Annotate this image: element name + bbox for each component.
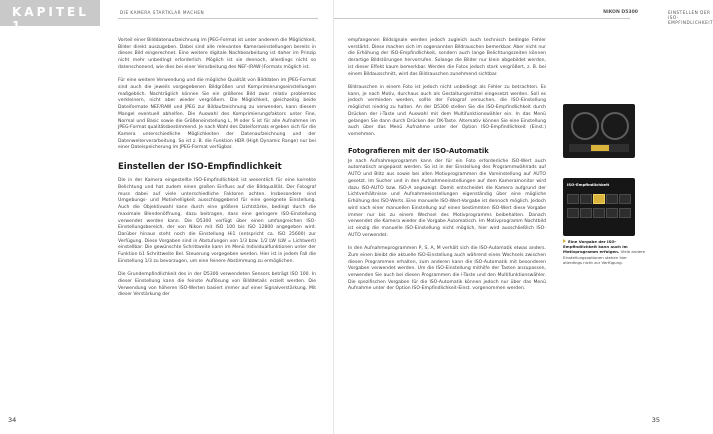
menu-bar-graphic: [569, 144, 629, 152]
right-text-column: [348, 38, 546, 300]
caption-marker-icon: [563, 239, 566, 243]
menu-tile: [619, 208, 631, 218]
section-heading-iso-auto: Fotografieren mit der ISO-Automatik: [348, 146, 489, 155]
right-paragraph-3: Je nach Aufnahmeprogramm kann der für ein Foto erforderliche ISO-Wert auch automatisch angepasst werden. So ist in der Einstellung des Programmwählrads auf AUTO und Blitz aus sowie bei allen Motivprogrammen die Voreinstellung auf AUTO gesetzt. Im Sucher und in den Aufnahmeeinstellungen auf dem Kameramonitor wird dazu ISO-AUTO bzw. ISO-A angezeigt. Damit entscheidet die Kamera aufgrund der Lichtverhältnisse und Aufnahmeeinstellungen eigenständig über eine mögliche Erhöhung des ISO-Werts. Eine manuelle ISO-Wert-Vorgabe ist dennoch möglich. Jedoch wird nach einer manuellen Einstellung auf einen bestimmten ISO-Wert diese Vorgabe immer nur bis zu einem Wechsel des Motivprogramms beibehalten. Danach verwendet die Kamera wieder die Vorgabe Automatisch. Im Motivprogramm Nachtbild ist einzig die manuelle ISO-Einstellung nicht möglich, hier wird ausschließlich ISO-AUTO verwendet.: [348, 158, 546, 238]
right-running-title: EINSTELLEN DER ISO-EMPFINDLICHKEIT: [668, 10, 713, 25]
dial-graphic: [601, 112, 629, 140]
left-paragraph-3: Die in der Kamera eingestellte ISO-Empfindlichkeit ist wesentlich für eine korrekte Belichtung und hat zudem einen großen Einfluss auf die Bildqualität. Der Fotograf muss dabei auf viele unterschiedliche Faktoren achten. Insbesondere sind Umgebungs- und Motivhelligkeit ausschlaggebend für eine geeignete Einstellung. Auch die Objektivwahl kann durch eine größere Lichtstärke, bedingt durch die maximale Blendenöffnung, dazu beitragen, dass eine geringere ISO-Einstellung verwendet werden kann. Die D5300 verfügt über einen umfangreichen ISO-Einstellungsbereich, der von Nikon mit ISO 100 bis ISO 12800 angegeben wird. Darüber hinaus steht noch die Einstellung Hi1 (entspricht ca. ISO 25600) zur Verfügung. Diese Vorgaben sind in Abstufungen von 1/3 bzw. 1/2 LW (LW = Lichtwert) einstellbar. Die gewünschte Schrittweite kann im Menü Individualfunktionen unter der Funktion b1 Schrittweite Bel. Steuerung vorgegeben werden. Hier ist in jedem Fall die Einstellung 1/3 zu bevorzugen, um eine feinere Abstimmung zu ermöglichen.: [118, 178, 316, 264]
chapter-tab: [0, 0, 100, 33]
camera-iso-menu-image: [563, 178, 635, 236]
highlight-graphic: [591, 145, 609, 151]
menu-tile: [593, 208, 605, 218]
menu-tile-selected: [593, 194, 605, 204]
menu-tile: [606, 194, 618, 204]
right-page-number: 35: [651, 416, 660, 424]
left-page-number: 34: [8, 416, 17, 424]
menu-tile: [580, 194, 592, 204]
menu-tile: [567, 208, 579, 218]
left-paragraph-1: Vorteil einer Bilddatenaufzeichnung im JPEG-Format ist unter anderem die Möglichkeit, Bilder direkt auszugeben. Dabei sind alle relevanten Kameraeinstellungen bereits in dieses Bild eingerechnet. Eine weitere digitale Nachbearbeitung ist daher im Prinzip nicht mehr unbedingt erforderlich. Möglich ist sie dennoch, allerdings nicht so datenschonend, wie dies bei einer Verarbeitung des NEF-(RAW-)Formats möglich ist.: [118, 38, 316, 70]
left-paragraph-2: Für eine weitere Verwendung und die mögliche Qualität von Bilddaten im JPEG-Format sind auch die jeweils vorgegebenen Bildgrößen und Komprimierungseinstellungen maßgeblich. Nachträglich können Sie ein größeres Bild zwar relativ problemlos verkleinern, nicht aber wieder vergrößern. Die Möglichkeit, gleichzeitig beide Dateiformate NEF/RAW und JPEG zur Bildaufzeichnung zu verwenden, kann diesem Mangel eventuell abhelfen. Die Auswahl des Komprimierungsfaktors unter Fine, Normal und Basic sowie die Größeneinstellung L, M oder S ist für alle Aufnahmen im JPEG-Format qualitätsbestimmend. Je nach Wahl des Dateiformats ergeben sich für die Kamera unterschiedliche Möglichkeiten der Datenaufzeichnung und der Datenweiterverarbeitung. So ist z. B. die Funktion HDR (High Dynamic Range) nur bei einer Dateispeicherung im JPEG-Format verfügbar.: [118, 78, 316, 151]
menu-tile: [619, 194, 631, 204]
section-heading-iso: Einstellen der ISO-Empfindlichkeit: [118, 162, 282, 173]
left-running-title: DIE KAMERA STARTKLAR MACHEN: [120, 10, 205, 15]
left-paragraph-4: Die Grundempfindlichkeit des in der D5300 verwendeten Sensors beträgt ISO 100. In dieser Einstellung kann die feinste Auflösung von Bilddetails erzielt werden. Die Verwendung von höheren ISO-Werten basiert immer auf einer Signalverstärkung. Mit dieser Verstärkung der: [118, 272, 316, 298]
dial-graphic: [571, 112, 599, 140]
right-paragraph-4: In den Aufnahmeprogrammen P, S, A, M verhält sich die ISO-Automatik etwas anders. Zum einen bleibt die aktuelle ISO-Einstellung auch während eines Wechsels zwischen diesen Programmen erhalten, zum anderen kann die ISO-Automatik mit besonderen Vorgaben verwendet werden. Um die ISO-Einstellung mithilfe der Tasten anzupassen, verwenden Sie auch bei diesen Programmen die i-Taste und den Multifunktionswähler. Die spezifischen Vorgaben für die ISO-Automatik können jedoch nur über das Menü Aufnahme unter der Option ISO-Empfindlichkeit-Einst. vorgenommen werden.: [348, 246, 546, 292]
brand-label: NIKON D5300: [603, 10, 638, 15]
left-page: [0, 0, 334, 434]
camera-info-screen-image: [563, 104, 635, 158]
menu-tile: [606, 208, 618, 218]
right-paragraph-2: Bildrauschen in einem Foto ist jedoch nicht unbedingt als Fehler zu betrachten. Es kann, je nach Motiv, durchaus auch als Gestaltungsmittel eingesetzt werden. Soll es jedoch vermieden werden, sollte der Fotograf versuchen, die ISO-Einstellung möglichst niedrig zu halten. An der D5300 stellen Sie die ISO-Empfindlichkeit durch Drücken der i-Taste und Auswahl mit dem Multifunktionswähler ein. In das Menü gelangen Sie dann durch Drücken der OK-Taste. Alternativ können Sie eine Einstellung auch über das Menü Aufnahme unter der Option ISO-Empfindlichkeit (Einst.) vornehmen.: [348, 85, 546, 138]
right-paragraph-1: empfangenen Bildsignale werden jedoch zugleich auch technisch bedingte Fehler verstärkt. Diese machen sich im sogenannten Bildrauschen bemerkbar. Aber nicht nur die Erhöhung der ISO-Empfindlichkeit, sondern auch lange Belichtungszeiten können derartige Bildstörungen hervorrufen. Solange die Bilder nur klein abgebildet werden, ist dieser Effekt kaum bemerkbar. Werden die Fotos jedoch stark vergrößert, z. B. bei einem Bildausschnitt, wird das Bildrauschen zunehmend sichtbar.: [348, 38, 546, 77]
caption-text: Viele andere Einstellungsoptionen stehen hier allerdings nicht zur Verfügung.: [563, 249, 646, 265]
menu-tile: [580, 208, 592, 218]
screen-title: ISO-Empfindlichkeit: [567, 182, 610, 187]
menu-tile: [567, 194, 579, 204]
chapter-label: KAPITEL 1: [12, 5, 89, 33]
left-text-column: [118, 38, 316, 306]
figure-caption: [563, 239, 647, 265]
left-header-rule: [118, 18, 318, 19]
right-header-rule: [334, 18, 630, 19]
caption-bold: Eine Vorgabe der ISO-Empfindlichkeit kann auch im Motivprogramm erfolgen.: [563, 239, 628, 255]
